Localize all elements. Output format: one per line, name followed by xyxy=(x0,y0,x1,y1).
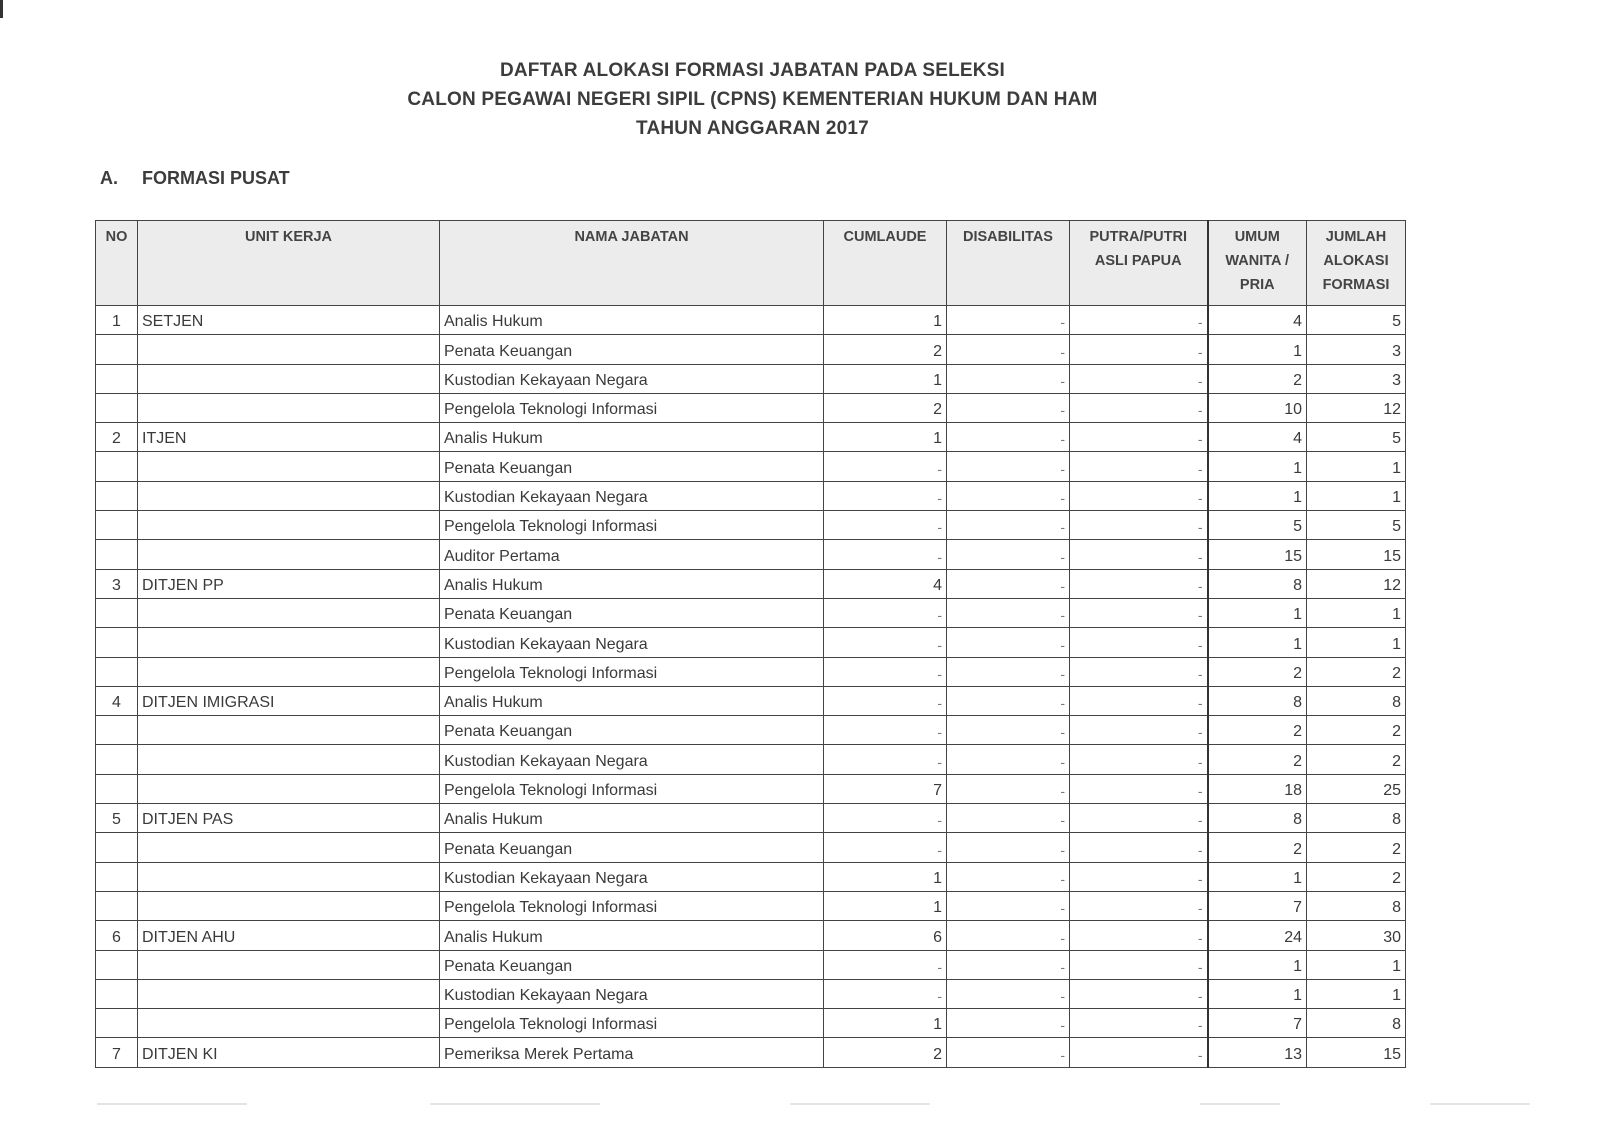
cell-nama-jabatan: Penata Keuangan xyxy=(440,950,824,979)
cell-nama-jabatan: Pengelola Teknologi Informasi xyxy=(440,657,824,686)
table-row xyxy=(96,423,1406,452)
cell-cumlaude: - xyxy=(824,950,947,979)
cell-cumlaude: - xyxy=(824,979,947,1008)
cell-umum: 1 xyxy=(1208,481,1307,510)
cell-cumlaude: 1 xyxy=(824,891,947,920)
cell-disabilitas: - xyxy=(947,950,1070,979)
table-row xyxy=(96,393,1406,422)
section-label: FORMASI PUSAT xyxy=(142,168,290,188)
cell-no xyxy=(96,891,138,920)
cell-cumlaude: 6 xyxy=(824,921,947,950)
cell-cumlaude: - xyxy=(824,628,947,657)
cell-cumlaude: - xyxy=(824,745,947,774)
table-row xyxy=(96,950,1406,979)
header-umum xyxy=(1208,221,1307,306)
cell-putra-putri-papua: - xyxy=(1070,979,1208,1008)
cell-umum: 2 xyxy=(1208,745,1307,774)
cell-no xyxy=(96,1009,138,1038)
cell-no xyxy=(96,481,138,510)
table-row xyxy=(96,1009,1406,1038)
header-umum-line-1: UMUM xyxy=(1234,229,1280,245)
cell-unit-kerja xyxy=(138,950,440,979)
cell-unit-kerja xyxy=(138,481,440,510)
table-row xyxy=(96,833,1406,862)
cell-jumlah: 30 xyxy=(1307,921,1406,950)
table-row xyxy=(96,1038,1406,1067)
cell-putra-putri-papua: - xyxy=(1070,891,1208,920)
cell-disabilitas: - xyxy=(947,921,1070,950)
cell-nama-jabatan: Kustodian Kekayaan Negara xyxy=(440,862,824,891)
formasi-table xyxy=(95,220,1406,1068)
cell-unit-kerja: DITJEN PAS xyxy=(138,804,440,833)
cell-disabilitas: - xyxy=(947,335,1070,364)
header-jumlah-line-3: FORMASI xyxy=(1322,277,1390,293)
cell-disabilitas: - xyxy=(947,1009,1070,1038)
header-umum-line-2: WANITA / xyxy=(1225,253,1290,269)
cell-jumlah: 8 xyxy=(1307,686,1406,715)
cell-unit-kerja xyxy=(138,598,440,627)
cell-umum: 1 xyxy=(1208,452,1307,481)
cell-disabilitas: - xyxy=(947,774,1070,803)
cell-cumlaude: 2 xyxy=(824,1038,947,1067)
table-row xyxy=(96,686,1406,715)
cell-putra-putri-papua: - xyxy=(1070,804,1208,833)
cell-umum: 8 xyxy=(1208,686,1307,715)
cell-no xyxy=(96,540,138,569)
cell-jumlah: 1 xyxy=(1307,481,1406,510)
cell-no: 5 xyxy=(96,804,138,833)
cell-disabilitas: - xyxy=(947,716,1070,745)
cell-cumlaude: - xyxy=(824,481,947,510)
table-row xyxy=(96,862,1406,891)
cell-disabilitas: - xyxy=(947,423,1070,452)
cell-unit-kerja: ITJEN xyxy=(138,423,440,452)
table-body xyxy=(96,306,1406,1068)
cell-nama-jabatan: Pengelola Teknologi Informasi xyxy=(440,891,824,920)
cell-no xyxy=(96,833,138,862)
cell-putra-putri-papua: - xyxy=(1070,540,1208,569)
cell-putra-putri-papua: - xyxy=(1070,686,1208,715)
cell-nama-jabatan: Penata Keuangan xyxy=(440,452,824,481)
cell-disabilitas: - xyxy=(947,1038,1070,1067)
cell-nama-jabatan: Kustodian Kekayaan Negara xyxy=(440,979,824,1008)
cell-disabilitas: - xyxy=(947,452,1070,481)
cell-no xyxy=(96,862,138,891)
document-title-line-2: CALON PEGAWAI NEGERI SIPIL (CPNS) KEMENTERIAN HUKUM DAN HAM xyxy=(407,89,1098,110)
footer-faint-line xyxy=(97,1103,247,1105)
cell-umum: 1 xyxy=(1208,979,1307,1008)
document-title-line-1: DAFTAR ALOKASI FORMASI JABATAN PADA SELEKSI xyxy=(499,60,1006,81)
cell-putra-putri-papua: - xyxy=(1070,393,1208,422)
cell-cumlaude: - xyxy=(824,833,947,862)
cell-nama-jabatan: Kustodian Kekayaan Negara xyxy=(440,481,824,510)
cell-cumlaude: 1 xyxy=(824,862,947,891)
header-jumlah-line-1: JUMLAH xyxy=(1325,229,1387,245)
cell-putra-putri-papua: - xyxy=(1070,862,1208,891)
cell-nama-jabatan: Penata Keuangan xyxy=(440,598,824,627)
cell-unit-kerja xyxy=(138,393,440,422)
cell-no xyxy=(96,774,138,803)
table-row xyxy=(96,774,1406,803)
cell-jumlah: 2 xyxy=(1307,833,1406,862)
cell-cumlaude: - xyxy=(824,511,947,540)
cell-unit-kerja xyxy=(138,540,440,569)
cell-no xyxy=(96,745,138,774)
cell-cumlaude: 4 xyxy=(824,569,947,598)
cell-cumlaude: 2 xyxy=(824,393,947,422)
cell-cumlaude: - xyxy=(824,657,947,686)
table-row xyxy=(96,598,1406,627)
cell-jumlah: 12 xyxy=(1307,393,1406,422)
cell-umum: 4 xyxy=(1208,423,1307,452)
cell-no: 1 xyxy=(96,306,138,335)
cell-nama-jabatan: Penata Keuangan xyxy=(440,716,824,745)
cell-nama-jabatan: Penata Keuangan xyxy=(440,335,824,364)
cell-cumlaude: 1 xyxy=(824,423,947,452)
cell-no xyxy=(96,598,138,627)
cell-umum: 18 xyxy=(1208,774,1307,803)
cell-umum: 8 xyxy=(1208,804,1307,833)
cell-nama-jabatan: Analis Hukum xyxy=(440,686,824,715)
cell-jumlah: 3 xyxy=(1307,335,1406,364)
cell-no xyxy=(96,364,138,393)
cell-putra-putri-papua: - xyxy=(1070,1009,1208,1038)
cell-no xyxy=(96,950,138,979)
cell-umum: 1 xyxy=(1208,628,1307,657)
footer-faint-line xyxy=(790,1103,930,1105)
table-row xyxy=(96,657,1406,686)
cell-putra-putri-papua: - xyxy=(1070,921,1208,950)
cell-umum: 2 xyxy=(1208,657,1307,686)
table-row xyxy=(96,891,1406,920)
cell-umum: 4 xyxy=(1208,306,1307,335)
cell-putra-putri-papua: - xyxy=(1070,511,1208,540)
cell-unit-kerja xyxy=(138,774,440,803)
cell-jumlah: 3 xyxy=(1307,364,1406,393)
cell-unit-kerja xyxy=(138,657,440,686)
table-row xyxy=(96,716,1406,745)
cell-no xyxy=(96,657,138,686)
cell-putra-putri-papua: - xyxy=(1070,569,1208,598)
cell-jumlah: 25 xyxy=(1307,774,1406,803)
cell-putra-putri-papua: - xyxy=(1070,335,1208,364)
table-row xyxy=(96,335,1406,364)
header-papua-line-1: PUTRA/PUTRI xyxy=(1089,229,1187,245)
cell-nama-jabatan: Kustodian Kekayaan Negara xyxy=(440,745,824,774)
cell-disabilitas: - xyxy=(947,891,1070,920)
cell-no xyxy=(96,979,138,1008)
cell-nama-jabatan: Pengelola Teknologi Informasi xyxy=(440,393,824,422)
cell-putra-putri-papua: - xyxy=(1070,628,1208,657)
header-cumlaude: CUMLAUDE xyxy=(824,221,947,306)
cell-no xyxy=(96,335,138,364)
cell-cumlaude: 1 xyxy=(824,1009,947,1038)
cell-no xyxy=(96,452,138,481)
cell-unit-kerja xyxy=(138,833,440,862)
cell-cumlaude: - xyxy=(824,452,947,481)
cell-jumlah: 15 xyxy=(1307,1038,1406,1067)
table-row xyxy=(96,921,1406,950)
cell-putra-putri-papua: - xyxy=(1070,364,1208,393)
cell-unit-kerja xyxy=(138,511,440,540)
cell-nama-jabatan: Pengelola Teknologi Informasi xyxy=(440,774,824,803)
cell-nama-jabatan: Pemeriksa Merek Pertama xyxy=(440,1038,824,1067)
cell-no: 3 xyxy=(96,569,138,598)
cell-unit-kerja xyxy=(138,979,440,1008)
document-title-line-3: TAHUN ANGGARAN 2017 xyxy=(636,118,869,139)
header-no: NO xyxy=(96,221,138,306)
cell-umum: 2 xyxy=(1208,833,1307,862)
cell-umum: 24 xyxy=(1208,921,1307,950)
cell-unit-kerja xyxy=(138,716,440,745)
cell-jumlah: 2 xyxy=(1307,716,1406,745)
cell-disabilitas: - xyxy=(947,862,1070,891)
cell-nama-jabatan: Analis Hukum xyxy=(440,423,824,452)
cell-cumlaude: - xyxy=(824,598,947,627)
header-jumlah xyxy=(1307,221,1406,306)
cell-disabilitas: - xyxy=(947,481,1070,510)
cell-unit-kerja: DITJEN AHU xyxy=(138,921,440,950)
cell-unit-kerja: DITJEN IMIGRASI xyxy=(138,686,440,715)
cell-jumlah: 5 xyxy=(1307,306,1406,335)
cell-unit-kerja xyxy=(138,452,440,481)
cell-cumlaude: - xyxy=(824,686,947,715)
table-row xyxy=(96,804,1406,833)
cell-disabilitas: - xyxy=(947,804,1070,833)
cell-unit-kerja xyxy=(138,891,440,920)
cell-jumlah: 15 xyxy=(1307,540,1406,569)
cell-disabilitas: - xyxy=(947,686,1070,715)
cell-umum: 13 xyxy=(1208,1038,1307,1067)
cell-jumlah: 2 xyxy=(1307,745,1406,774)
cell-cumlaude: - xyxy=(824,804,947,833)
cell-jumlah: 1 xyxy=(1307,452,1406,481)
table-row xyxy=(96,979,1406,1008)
cell-no: 6 xyxy=(96,921,138,950)
cell-umum: 1 xyxy=(1208,950,1307,979)
cell-umum: 5 xyxy=(1208,511,1307,540)
cell-putra-putri-papua: - xyxy=(1070,657,1208,686)
cell-cumlaude: 1 xyxy=(824,364,947,393)
table-header-row xyxy=(96,221,1406,306)
header-umum-line-3: PRIA xyxy=(1239,277,1275,293)
cell-jumlah: 5 xyxy=(1307,511,1406,540)
cell-putra-putri-papua: - xyxy=(1070,598,1208,627)
table-row xyxy=(96,569,1406,598)
cell-no xyxy=(96,628,138,657)
table-row xyxy=(96,745,1406,774)
cell-jumlah: 1 xyxy=(1307,950,1406,979)
cell-disabilitas: - xyxy=(947,833,1070,862)
footer-faint-line xyxy=(1430,1103,1530,1105)
cell-cumlaude: - xyxy=(824,716,947,745)
table-row xyxy=(96,628,1406,657)
cell-unit-kerja xyxy=(138,862,440,891)
header-disabilitas: DISABILITAS xyxy=(947,221,1070,306)
cell-no: 4 xyxy=(96,686,138,715)
cell-umum: 2 xyxy=(1208,364,1307,393)
cell-disabilitas: - xyxy=(947,511,1070,540)
cell-putra-putri-papua: - xyxy=(1070,950,1208,979)
cell-jumlah: 8 xyxy=(1307,804,1406,833)
cell-nama-jabatan: Pengelola Teknologi Informasi xyxy=(440,1009,824,1038)
header-jumlah-line-2: ALOKASI xyxy=(1323,253,1389,269)
table-row xyxy=(96,481,1406,510)
cell-jumlah: 8 xyxy=(1307,1009,1406,1038)
cell-nama-jabatan: Analis Hukum xyxy=(440,569,824,598)
cell-unit-kerja: DITJEN PP xyxy=(138,569,440,598)
cell-putra-putri-papua: - xyxy=(1070,481,1208,510)
cell-nama-jabatan: Analis Hukum xyxy=(440,804,824,833)
cell-disabilitas: - xyxy=(947,364,1070,393)
cell-disabilitas: - xyxy=(947,540,1070,569)
table-row xyxy=(96,364,1406,393)
cell-jumlah: 2 xyxy=(1307,862,1406,891)
cell-disabilitas: - xyxy=(947,745,1070,774)
cell-nama-jabatan: Analis Hukum xyxy=(440,921,824,950)
cell-nama-jabatan: Auditor Pertama xyxy=(440,540,824,569)
cell-disabilitas: - xyxy=(947,306,1070,335)
cell-putra-putri-papua: - xyxy=(1070,1038,1208,1067)
cell-disabilitas: - xyxy=(947,393,1070,422)
cell-umum: 1 xyxy=(1208,862,1307,891)
cell-disabilitas: - xyxy=(947,657,1070,686)
cell-no: 7 xyxy=(96,1038,138,1067)
cell-umum: 15 xyxy=(1208,540,1307,569)
table-row xyxy=(96,540,1406,569)
cell-umum: 2 xyxy=(1208,716,1307,745)
header-papua-line-2: ASLI PAPUA xyxy=(1094,253,1182,269)
cell-no xyxy=(96,393,138,422)
cell-jumlah: 1 xyxy=(1307,598,1406,627)
cell-putra-putri-papua: - xyxy=(1070,716,1208,745)
cell-umum: 10 xyxy=(1208,393,1307,422)
cell-umum: 7 xyxy=(1208,1009,1307,1038)
footer-faint-line xyxy=(1200,1103,1280,1105)
cell-cumlaude: - xyxy=(824,540,947,569)
section-letter: A. xyxy=(100,168,118,188)
table-row xyxy=(96,452,1406,481)
footer-faint-line xyxy=(430,1103,600,1105)
cell-unit-kerja xyxy=(138,628,440,657)
cell-jumlah: 12 xyxy=(1307,569,1406,598)
cell-umum: 1 xyxy=(1208,598,1307,627)
cell-disabilitas: - xyxy=(947,979,1070,1008)
cell-nama-jabatan: Kustodian Kekayaan Negara xyxy=(440,364,824,393)
cell-putra-putri-papua: - xyxy=(1070,452,1208,481)
section-heading xyxy=(100,168,290,189)
cell-no: 2 xyxy=(96,423,138,452)
cell-nama-jabatan: Analis Hukum xyxy=(440,306,824,335)
cell-umum: 8 xyxy=(1208,569,1307,598)
cell-disabilitas: - xyxy=(947,598,1070,627)
cell-nama-jabatan: Penata Keuangan xyxy=(440,833,824,862)
cell-putra-putri-papua: - xyxy=(1070,423,1208,452)
header-nama-jabatan: NAMA JABATAN xyxy=(440,221,824,306)
cell-nama-jabatan: Kustodian Kekayaan Negara xyxy=(440,628,824,657)
cell-putra-putri-papua: - xyxy=(1070,774,1208,803)
cell-jumlah: 8 xyxy=(1307,891,1406,920)
cell-jumlah: 2 xyxy=(1307,657,1406,686)
cell-cumlaude: 2 xyxy=(824,335,947,364)
cell-putra-putri-papua: - xyxy=(1070,745,1208,774)
cell-no xyxy=(96,716,138,745)
cell-jumlah: 1 xyxy=(1307,979,1406,1008)
cell-unit-kerja xyxy=(138,364,440,393)
cell-cumlaude: 1 xyxy=(824,306,947,335)
cell-unit-kerja: DITJEN KI xyxy=(138,1038,440,1067)
table-row xyxy=(96,511,1406,540)
table-row xyxy=(96,306,1406,335)
cell-umum: 1 xyxy=(1208,335,1307,364)
cell-umum: 7 xyxy=(1208,891,1307,920)
cell-disabilitas: - xyxy=(947,569,1070,598)
cell-putra-putri-papua: - xyxy=(1070,306,1208,335)
cell-no xyxy=(96,511,138,540)
cell-nama-jabatan: Pengelola Teknologi Informasi xyxy=(440,511,824,540)
cell-unit-kerja xyxy=(138,335,440,364)
cell-unit-kerja: SETJEN xyxy=(138,306,440,335)
header-putra-putri-papua xyxy=(1070,221,1208,306)
cell-jumlah: 5 xyxy=(1307,423,1406,452)
cell-unit-kerja xyxy=(138,1009,440,1038)
cell-putra-putri-papua: - xyxy=(1070,833,1208,862)
cell-jumlah: 1 xyxy=(1307,628,1406,657)
cell-unit-kerja xyxy=(138,745,440,774)
cell-cumlaude: 7 xyxy=(824,774,947,803)
scan-corner-mark xyxy=(0,0,3,18)
cell-disabilitas: - xyxy=(947,628,1070,657)
header-unit-kerja: UNIT KERJA xyxy=(138,221,440,306)
